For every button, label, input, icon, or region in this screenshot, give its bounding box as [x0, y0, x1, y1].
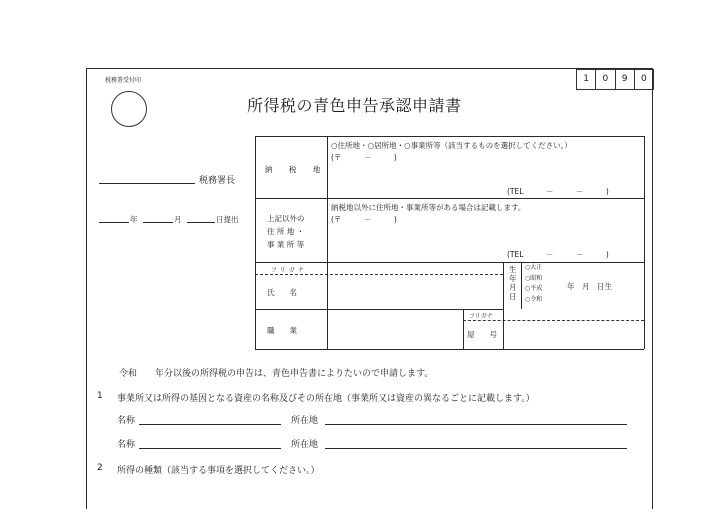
tax-office-label: 税務署長 — [199, 176, 236, 186]
business-name-label: 名称 — [117, 440, 136, 450]
submit-day-field[interactable] — [187, 222, 215, 223]
birth-label-char: 生 — [509, 265, 517, 274]
grid-line — [463, 309, 464, 349]
grid-line — [255, 136, 256, 349]
application-statement: 令和 年分以後の所得税の申告は、青色申告書によりたいので申請します。 — [119, 369, 434, 379]
grid-line — [255, 349, 644, 350]
birth-label-char: 月 — [509, 283, 517, 292]
grid-line — [503, 262, 504, 349]
grid-line — [255, 136, 644, 137]
era-option[interactable]: ○平成 — [525, 285, 543, 292]
grid-line — [521, 262, 522, 309]
submit-year-field[interactable] — [99, 222, 129, 223]
business-name-label: 名称 — [117, 416, 136, 426]
trade-name-input[interactable] — [507, 324, 641, 346]
business-location-label: 所在地 — [291, 440, 319, 450]
business-location-field-1[interactable] — [325, 424, 627, 425]
alt-address-label: 事 業 所 等 — [267, 240, 305, 249]
alt-address-note: 納税地以外に住所地・事業所等がある場合は記載します。 — [331, 203, 526, 212]
birth-label-char: 年 — [509, 274, 517, 283]
form-title: 所得税の青色申告承認申請書 — [247, 96, 462, 115]
furigana-divider — [463, 320, 644, 321]
business-name-field-2[interactable] — [139, 448, 281, 449]
address-options[interactable]: ○住所地・○居所地・○事業所等（該当するものを選択してください。） — [331, 141, 572, 150]
stamp-circle — [111, 91, 147, 127]
furigana-small-label: フリガナ — [469, 313, 493, 320]
birth-ymd: 年 月 日生 — [567, 282, 612, 291]
month-label: 月 — [174, 215, 182, 224]
name-label: 氏 名 — [267, 288, 297, 297]
address-label: 納 税 地 — [265, 165, 328, 174]
tax-office-field[interactable] — [99, 183, 195, 184]
section2-number: 2 — [97, 463, 103, 473]
application-form — [86, 68, 653, 509]
trade-name-label: 屋 号 — [467, 330, 497, 339]
furigana-divider — [255, 274, 503, 275]
alt-address-tel[interactable]: (TEL － － ) — [507, 250, 609, 259]
address-postal[interactable]: (〒 － ) — [331, 153, 397, 162]
section1-text: 事業所又は所得の基因となる資産の名称及びその所在地（事業所又は資産の異なるごとに記載します。） — [117, 394, 535, 404]
birth-label — [509, 265, 519, 301]
alt-address-postal[interactable]: (〒 － ) — [331, 215, 397, 224]
business-location-field-2[interactable] — [325, 448, 627, 449]
year-label: 年 — [130, 215, 138, 224]
grid-line — [255, 198, 644, 199]
section1-number: 1 — [97, 391, 103, 401]
grid-line — [644, 136, 645, 349]
business-name-field-1[interactable] — [139, 424, 281, 425]
era-options[interactable] — [525, 263, 542, 305]
address-tel[interactable]: (TEL － － ) — [507, 187, 609, 196]
era-option[interactable]: ○昭和 — [525, 274, 543, 282]
alt-address-label: 住 所 地 ・ — [267, 227, 305, 236]
section2-text: 所得の種類（該当する事項を選択してください。） — [117, 466, 320, 476]
submit-month-field[interactable] — [143, 222, 173, 223]
era-option[interactable]: ○令和 — [525, 295, 543, 303]
business-location-label: 所在地 — [291, 416, 319, 426]
name-input[interactable] — [331, 277, 499, 305]
form-number-digit: 0 — [641, 74, 647, 84]
grid-line — [255, 309, 503, 310]
day-label: 日提出 — [216, 215, 239, 224]
alt-address-label: 上記以外の — [267, 214, 305, 223]
occupation-input[interactable] — [331, 313, 459, 345]
grid-line — [255, 262, 644, 263]
form-number-digit: 9 — [616, 70, 635, 89]
form-number-digit: 0 — [596, 70, 615, 89]
birth-label-char: 日 — [509, 292, 517, 301]
form-number-digit: 1 — [577, 70, 596, 89]
furigana-label: フリガナ — [271, 267, 307, 274]
occupation-label: 職 業 — [267, 326, 297, 335]
form-number-box — [576, 69, 654, 90]
stamp-label: 税務署受付印 — [105, 77, 142, 84]
era-option[interactable]: ○大正 — [525, 264, 543, 271]
